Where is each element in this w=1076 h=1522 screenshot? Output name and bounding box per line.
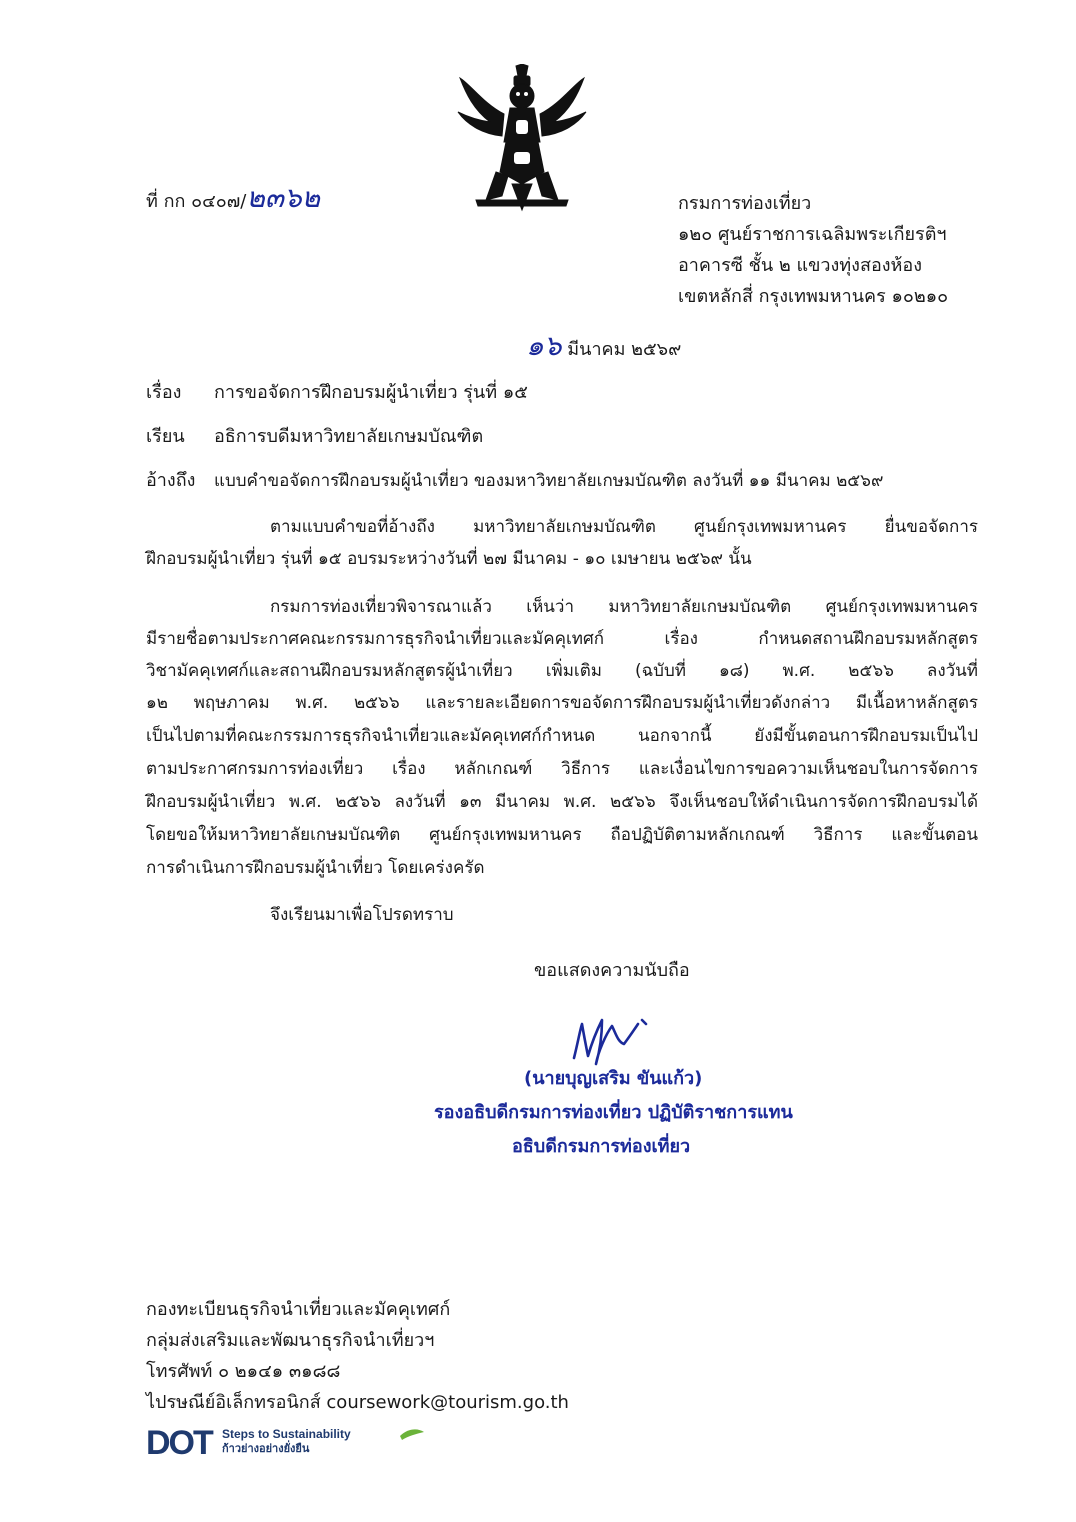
footer-line: โทรศัพท์ ๐ ๒๑๔๑ ๓๑๘๘ (146, 1361, 341, 1382)
paragraph-2-line: เป็นไปตามที่คณะกรรมการธุรกิจนำเที่ยวและมัคคุเทศก์กำหนด นอกจากนี้ ยังมีขั้นตอนการฝึกอบรมเป็นไป (146, 726, 978, 746)
paragraph-2-line: มีรายชื่อตามประกาศคณะกรรมการธุรกิจนำเที่ยวและมัคคุเทศก์ เรื่อง กำหนดสถานฝึกอบรมหลักสูตร (146, 629, 978, 649)
paragraph-2-line: โดยขอให้มหาวิทยาลัยเกษมบัณฑิต ศูนย์กรุงเทพมหานคร ถือปฏิบัติตามหลักเกณฑ์ วิธีการ และขั้นตอน (146, 825, 978, 845)
subject-label: เรื่อง (146, 382, 182, 403)
reference-prefix: ที่ กก ๐๔๐๗/ (146, 191, 247, 212)
garuda-emblem-icon (456, 64, 588, 212)
closing-request: จึงเรียนมาเพื่อโปรดทราบ (270, 905, 454, 925)
paragraph-2-line: กรมการท่องเที่ยวพิจารณาแล้ว เห็นว่า มหาวิทยาลัยเกษมบัณฑิต ศูนย์กรุงเทพมหานคร (270, 597, 978, 617)
paragraph-1-line: ตามแบบคำขอที่อ้างถึง มหาวิทยาลัยเกษมบัณฑิต ศูนย์กรุงเทพมหานคร ยื่นขอจัดการ (270, 517, 978, 537)
document-date (526, 331, 682, 363)
paragraph-2-line: การดำเนินการฝึกอบรมผู้นำเที่ยว โดยเคร่งครัด (146, 858, 485, 878)
reference-value: แบบคำขอจัดการฝึกอบรมผู้นำเที่ยว ของมหาวิทยาลัยเกษมบัณฑิต ลงวันที่ ๑๑ มีนาคม ๒๕๖๙ (214, 471, 884, 491)
address-line: กรมการท่องเที่ยว (678, 193, 812, 214)
footer-line: กลุ่มส่งเสริมและพัฒนาธุรกิจนำเที่ยวฯ (146, 1330, 435, 1351)
regards-text: ขอแสดงความนับถือ (534, 960, 690, 981)
paragraph-2-line: ฝึกอบรมผู้นำเที่ยว พ.ศ. ๒๕๖๖ ลงวันที่ ๑๓ มีนาคม พ.ศ. ๒๕๖๖ จึงเห็นชอบให้ดำเนินการจัดการฝึกอบรมได้ (146, 792, 978, 812)
address-line: อาคารซี ชั้น ๒ แขวงทุ่งสองห้อง (678, 255, 923, 276)
signatory-title-line-1: รองอธิบดีกรมการท่องเที่ยว ปฏิบัติราชการแทน (434, 1102, 793, 1123)
organization-address (678, 188, 948, 312)
date-day: ๑๖ (526, 331, 562, 362)
signatory-name: (นายบุญเสริม ขันแก้ว) (524, 1068, 703, 1089)
address-line: ๑๒๐ ศูนย์ราชการเฉลิมพระเกียรติฯ (678, 224, 947, 245)
recipient-value: อธิการบดีมหาวิทยาลัยเกษมบัณฑิต (214, 426, 484, 447)
footer-contact (146, 1294, 569, 1418)
logo-tagline-th: ก้าวย่างอย่างยั่งยืน (222, 1442, 310, 1455)
paragraph-2-line: ๑๒ พฤษภาคม พ.ศ. ๒๕๖๖ และรายละเอียดการขอจัดการฝึกอบรมผู้นำเที่ยวดังกล่าว มีเนื้อหาหลักสูตร (146, 693, 978, 713)
signatory-title-line-2: อธิบดีกรมการท่องเที่ยว (512, 1136, 691, 1157)
footer-line: กองทะเบียนธุรกิจนำเที่ยวและมัคคุเทศก์ (146, 1299, 451, 1320)
address-line: เขตหลักสี่ กรุงเทพมหานคร ๑๐๒๑๐ (678, 286, 949, 307)
paragraph-1-line: ฝึกอบรมผู้นำเที่ยว รุ่นที่ ๑๕ อบรมระหว่างวันที่ ๒๗ มีนาคม - ๑๐ เมษายน ๒๕๖๙ นั้น (146, 549, 752, 569)
reference-label: อ้างถึง (146, 470, 196, 491)
document-reference (146, 183, 321, 215)
paragraph-2-line: วิชามัคคุเทศก์และสถานฝึกอบรมหลักสูตรผู้นำเที่ยว เพิ่มเติม (ฉบับที่ ๑๘) พ.ศ. ๒๕๖๖ ลงวันที่ (146, 661, 978, 681)
logo-tagline-en: Steps to Sustainability (222, 1427, 351, 1441)
paragraph-2-line: ตามประกาศกรมการท่องเที่ยว เรื่อง หลักเกณฑ์ วิธีการ และเงื่อนไขการขอความเห็นชอบในการจัดการ (146, 759, 978, 779)
date-month-year: มีนาคม ๒๕๖๙ (567, 339, 682, 360)
recipient-label: เรียน (146, 426, 185, 447)
reference-number: ๒๓๖๒ (246, 183, 321, 214)
handwritten-signature-icon (568, 1012, 654, 1072)
subject-value: การขอจัดการฝึกอบรมผู้นำเที่ยว รุ่นที่ ๑๕ (214, 382, 528, 403)
footer-line: ไปรษณีย์อิเล็กทรอนิกส์ coursework@tourism.go.th (146, 1392, 569, 1413)
dot-logo (146, 1424, 436, 1460)
logo-mark: DOT (146, 1424, 212, 1460)
